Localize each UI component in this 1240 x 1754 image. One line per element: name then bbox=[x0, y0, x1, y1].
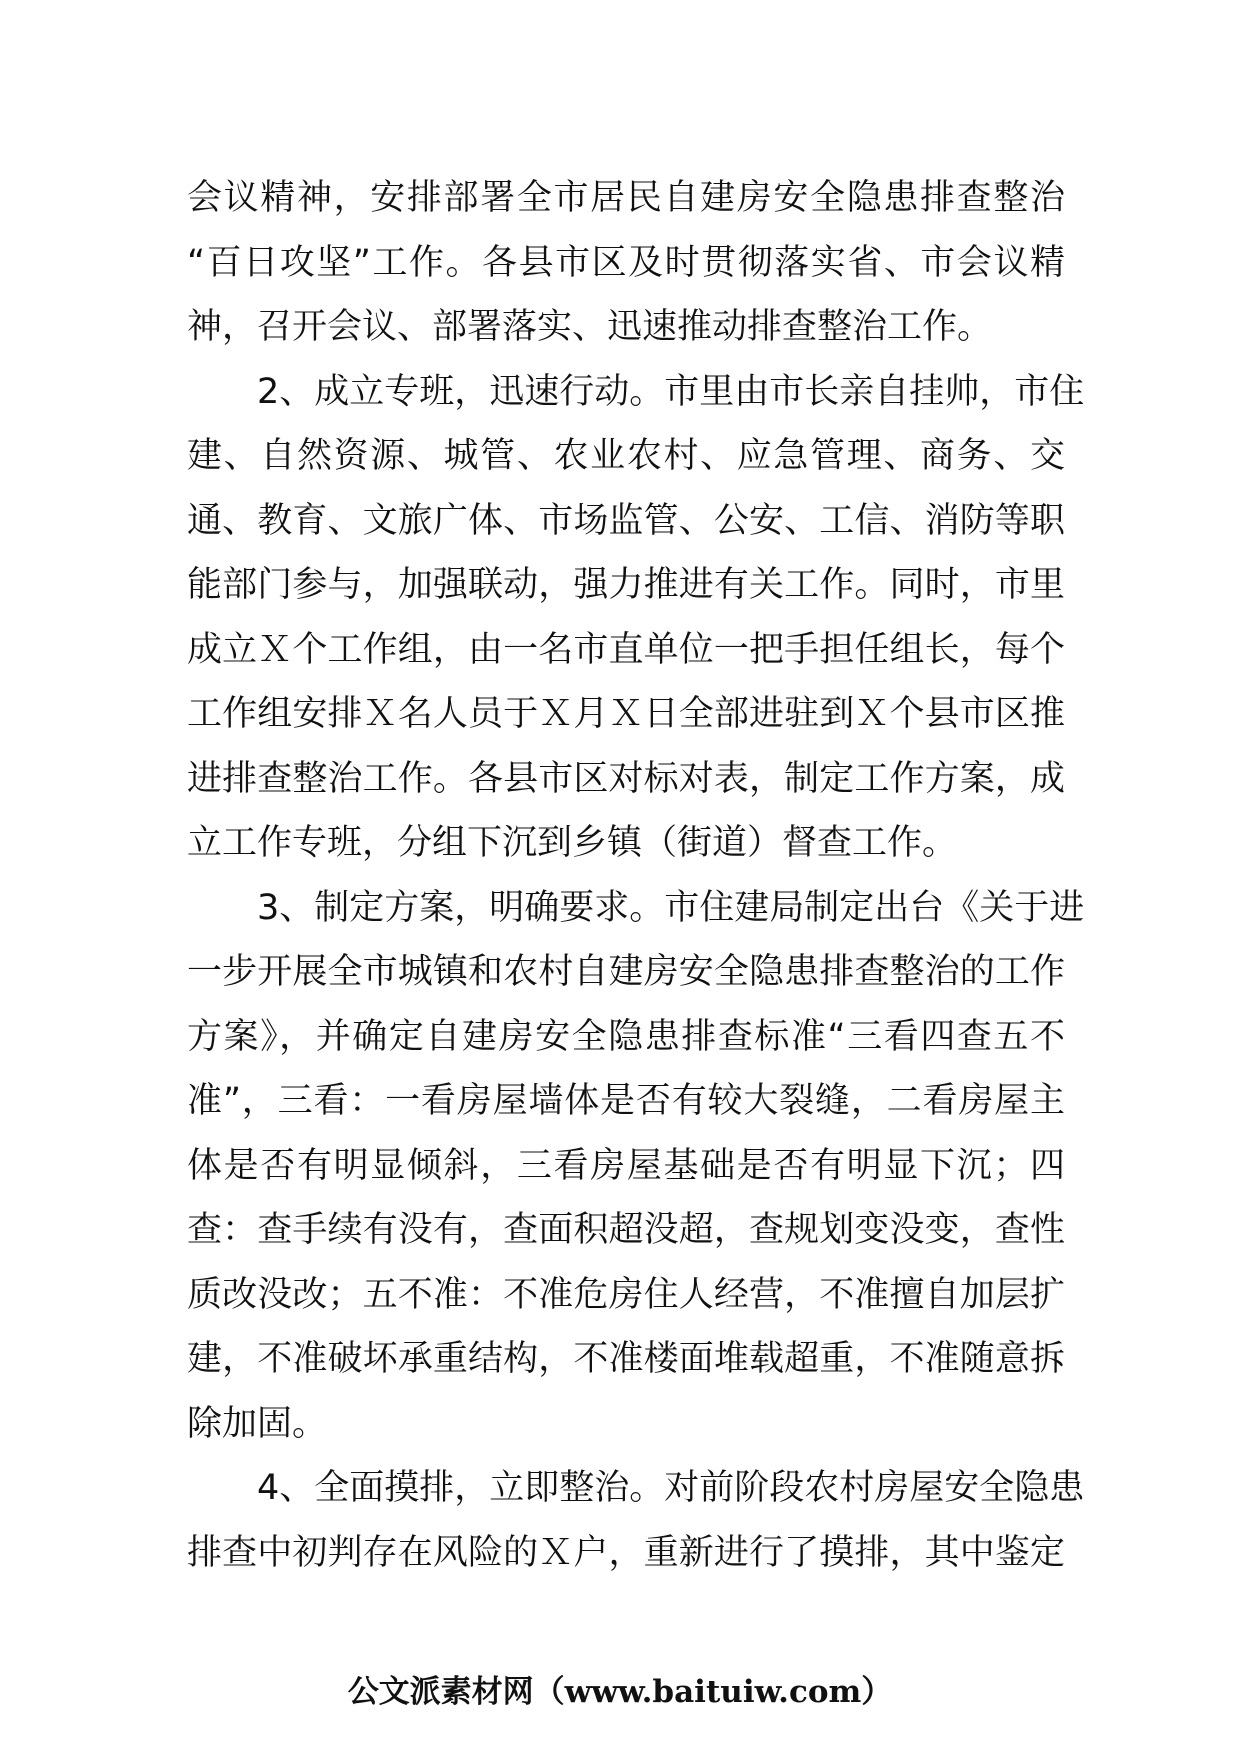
text-line: “百日攻坚”工作。各县市区及时贯彻落实省、市会议精 bbox=[187, 242, 1065, 283]
text-line: 3、制定方案，明确要求。市住建局制定出台《关于进 bbox=[257, 887, 1085, 928]
text-line: 查：查手续有没有，查面积超没超，查规划变没变，查性 bbox=[187, 1210, 1065, 1250]
text-line: 除加固。 bbox=[187, 1403, 328, 1444]
text-line: 神，召开会议、部署落实、迅速推动排查整治工作。 bbox=[187, 307, 993, 347]
text-line: 工作组安排Ｘ名人员于Ｘ月Ｘ日全部进驻到Ｘ个县市区推 bbox=[187, 694, 1065, 734]
body-text bbox=[187, 166, 1085, 1585]
text-line: 一步开展全市城镇和农村自建房安全隐患排查整治的工作 bbox=[187, 952, 1065, 992]
text-line: 能部门参与，加强联动，强力推进有关工作。同时，市里 bbox=[187, 565, 1065, 605]
text-line: 体是否有明显倾斜，三看房屋基础是否有明显下沉；四 bbox=[187, 1145, 1065, 1186]
text-line: 成立Ｘ个工作组，由一名市直单位一把手担任组长，每个 bbox=[187, 629, 1065, 670]
text-line: 2、成立专班，迅速行动。市里由市长亲自挂帅，市住 bbox=[257, 371, 1085, 412]
footer-source: 公文派素材网（www.baituiw.com） bbox=[347, 1674, 893, 1710]
text-line: 4、全面摸排，立即整治。对前阶段农村房屋安全隐患 bbox=[257, 1468, 1085, 1508]
text-line: 排查中初判存在风险的Ｘ户，重新进行了摸排，其中鉴定 bbox=[187, 1532, 1065, 1573]
text-line: 准”，三看：一看房屋墙体是否有较大裂缝，二看房屋主 bbox=[187, 1081, 1065, 1121]
text-line: 通、教育、文旅广体、市场监管、公安、工信、消防等职 bbox=[187, 500, 1065, 541]
text-line: 会议精神，安排部署全市居民自建房安全隐患排查整治 bbox=[187, 178, 1065, 218]
text-line: 方案》，并确定自建房安全隐患排查标准“三看四查五不 bbox=[187, 1016, 1065, 1057]
text-line: 立工作专班，分组下沉到乡镇（街道）督查工作。 bbox=[187, 823, 958, 863]
text-line: 建、自然资源、城管、农业农村、应急管理、商务、交 bbox=[187, 436, 1065, 476]
text-line: 进排查整治工作。各县市区对标对表，制定工作方案，成 bbox=[187, 758, 1065, 799]
text-line: 质改没改；五不准：不准危房住人经营，不准擅自加层扩 bbox=[187, 1274, 1065, 1315]
text-line: 建，不准破坏承重结构，不准楼面堆载超重，不准随意拆 bbox=[187, 1339, 1065, 1379]
